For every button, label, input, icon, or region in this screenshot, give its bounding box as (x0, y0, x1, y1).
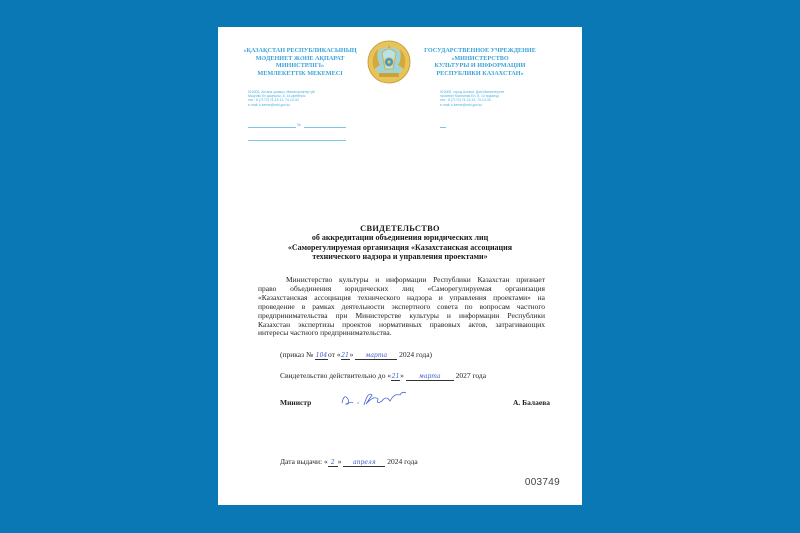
letterhead-line: ГОСУДАРСТВЕННОЕ УЧРЕЖДЕНИЕ (424, 47, 536, 54)
letterhead-russian (421, 47, 539, 77)
body-line: предпринимательства при Министерстве культуры и информации Республики (258, 310, 545, 320)
order-reference (280, 350, 432, 360)
address-line: 010000, город Астана, Дом Министерств (440, 90, 504, 94)
validity-mid: » (400, 371, 404, 380)
certificate-title (238, 224, 562, 262)
state-emblem-icon (366, 39, 412, 85)
validity-line (280, 371, 486, 381)
validity-month-handwritten: марта (406, 373, 454, 381)
order-day-handwritten: 21 (341, 352, 349, 359)
letterhead-line: МӘДЕНИЕТ ЖӘНЕ АҚПАРАТ (255, 54, 345, 62)
address-line: тел.: 8 (7172) 74-13-12, 74-13-33 (440, 98, 491, 103)
letterhead-line: МЕМЛЕКЕТТІК МЕКЕМЕСІ (257, 69, 343, 77)
signatory-role: Министр (280, 398, 312, 407)
letterhead-line: «МИНИСТЕРСТВО (451, 54, 509, 62)
address-line: 010000, Астана қаласы, Министрліктер үйі (248, 90, 315, 94)
order-month-handwritten: марта (355, 352, 397, 360)
issue-date-line (280, 457, 418, 467)
body-line: Казахстан экспертизы проектов нормативных правовых актов, затрагивающих (258, 319, 545, 329)
signatory-name: А. Балаева (512, 398, 550, 407)
letterhead-line: КУЛЬТУРЫ И ИНФОРМАЦИИ (434, 62, 526, 70)
order-from: от « (328, 350, 341, 359)
address-russian (440, 90, 504, 107)
order-prefix: (приказ № (280, 350, 314, 359)
issue-mid: » (337, 457, 342, 466)
address-line: проспект Мангилик Ел, 8, 14 подъезд (440, 94, 499, 99)
reg-date-line (248, 127, 296, 128)
body-line: Министерство культуры и информации Республики Казахстан признает (286, 275, 545, 284)
address-line: тел.: 8 (7172) 74-13-12, 74-13-33 (248, 98, 299, 103)
order-suffix: 2024 года) (399, 350, 433, 359)
body-line: интересы частного предпринимательства. (258, 328, 392, 338)
certificate-body (258, 276, 545, 338)
address-kazakh (248, 90, 315, 107)
certificate-page (218, 27, 582, 505)
issue-suffix: 2024 года (387, 457, 418, 466)
validity-prefix: Свидетельство действительно до « (280, 371, 392, 380)
address-line: e-mail: k.kense@mki.gov.kz (440, 102, 483, 107)
signature-icon (338, 387, 433, 409)
order-number-handwritten: 104 (315, 352, 328, 359)
issue-day-handwritten: 2 (328, 459, 338, 467)
validity-suffix: 2027 года (455, 371, 487, 380)
body-line: право объединения юридических лиц «Саморегулируемая организация (258, 283, 545, 293)
body-line: проведение в рамках деятельности экспертного совета по вопросам частного (258, 301, 545, 311)
letterhead-line: РЕСПУБЛИКИ КАЗАХСТАН» (436, 69, 524, 77)
title-line: технического надзора и управления проектами» (312, 252, 488, 262)
validity-day-handwritten: 21 (391, 373, 400, 380)
title-main: СВИДЕТЕЛЬСТВО (360, 224, 440, 233)
issue-prefix: Дата выдачи: « (280, 457, 328, 466)
issue-month-handwritten: апреля (343, 459, 385, 467)
serial-number: 003749 (524, 477, 560, 488)
title-line: «Саморегулируемая организация «Казахстанская ассоциация (287, 242, 513, 252)
reg-mark (440, 127, 446, 128)
letterhead-kazakh (236, 47, 364, 77)
reg-ref-line (248, 140, 346, 141)
address-line: Мәңгілік Ел даңғылы, 8, 14-кіреберіс (248, 94, 306, 99)
reg-number-sign: № (297, 122, 301, 127)
letterhead-line: «ҚАЗАҚСТАН РЕСПУБЛИКАСЫНЫҢ (243, 47, 357, 54)
order-mid: » (349, 350, 354, 359)
reg-number-line (304, 127, 346, 128)
letterhead-line: МИНИСТРЛІГІ» (275, 62, 325, 70)
address-line: e-mail: k.kense@mki.gov.kz (248, 102, 291, 107)
body-line: «Казахстанская ассоциация технического надзора и управления проектами» на (258, 292, 545, 302)
title-line: об аккредитации объединения юридических лиц (311, 233, 489, 243)
